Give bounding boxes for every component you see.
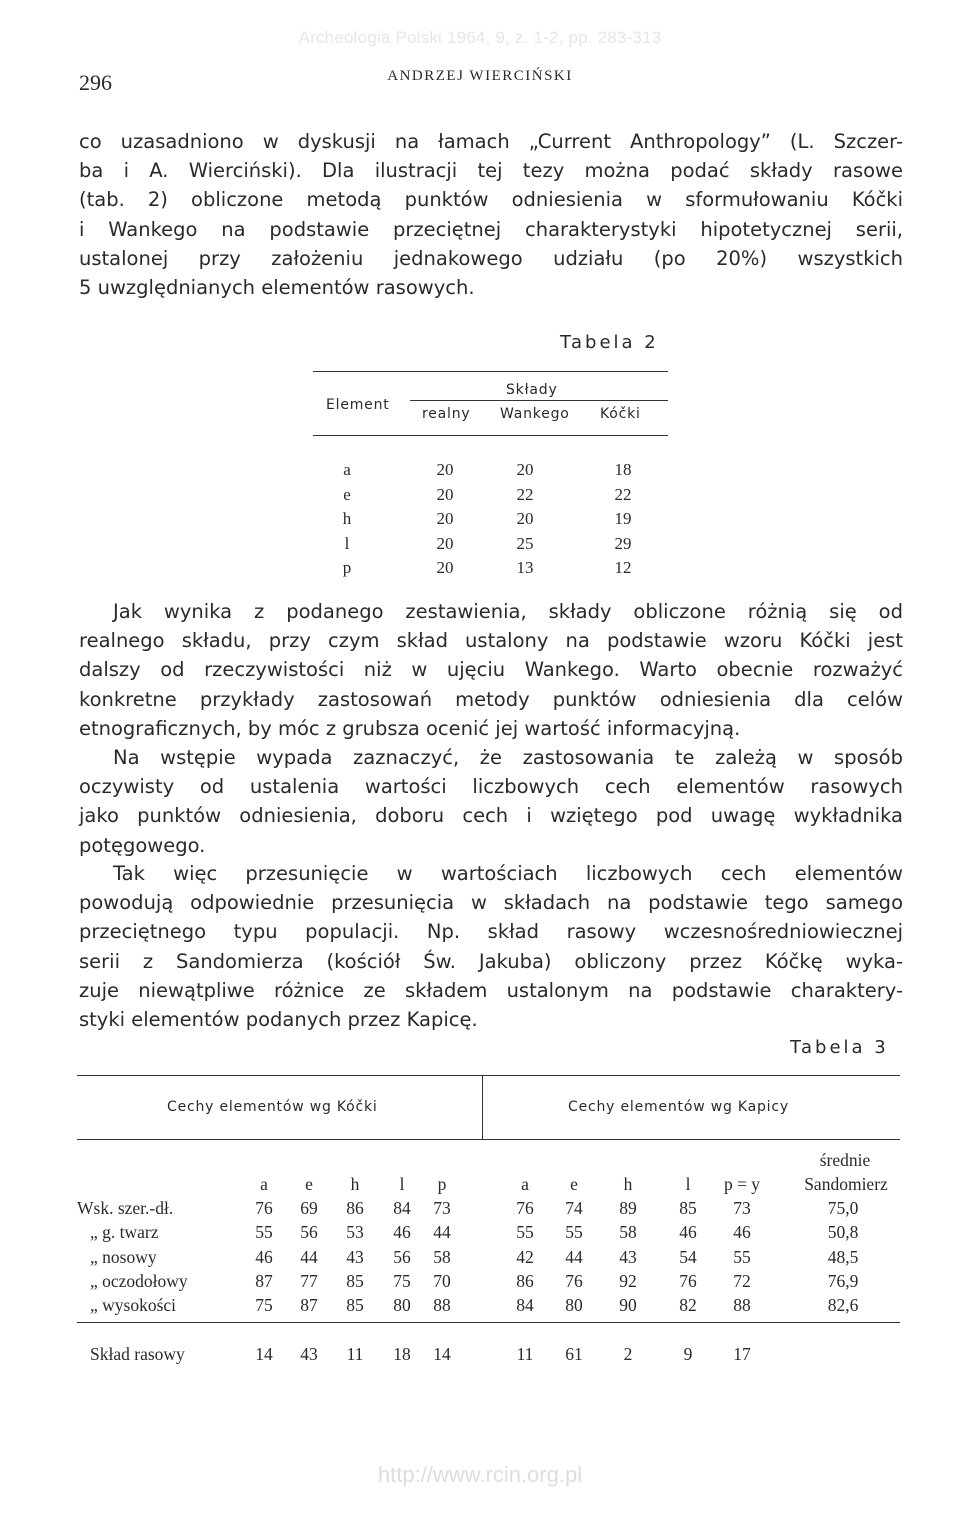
table-2-value-cell: 25 xyxy=(516,533,534,553)
table-3-summary-cell: 2 xyxy=(623,1344,633,1364)
table-3-value-cell: 82 xyxy=(679,1295,697,1316)
table-3-value-cell: 53 xyxy=(346,1222,364,1243)
table-3-summary-cell: 61 xyxy=(565,1344,583,1364)
table-3-value-cell: 77 xyxy=(300,1270,318,1291)
table-rule xyxy=(313,435,668,436)
table-vrule xyxy=(482,1075,483,1139)
text-line: dalszy od rzeczywistości niż w ujęciu Wankego. Warto obecnie rozważyć xyxy=(79,658,903,682)
table-rule xyxy=(313,371,668,372)
table-2-value-cell: 29 xyxy=(614,533,632,553)
table-2-value-cell: 19 xyxy=(614,509,632,529)
table-2-element-cell: a xyxy=(343,460,351,479)
table-3-summary-cell: 17 xyxy=(733,1344,751,1364)
table-3-summary-cell: 14 xyxy=(255,1344,273,1364)
table-3-extra-cell: 75,0 xyxy=(827,1198,859,1218)
table-rule xyxy=(410,400,668,401)
table-3-col-header: l xyxy=(685,1174,691,1194)
table-3-row-label: „ wysokości xyxy=(90,1295,177,1316)
table-3-col-header: e xyxy=(570,1174,578,1194)
text-line: etnograficznych, by móc z grubsza ocenić jej wartość informacyjną. xyxy=(79,716,741,740)
table-2-value-cell: 20 xyxy=(516,460,534,479)
table-2-element-cell: p xyxy=(342,558,352,578)
table-3-value-cell: 44 xyxy=(433,1222,451,1243)
table-3-value-cell: 46 xyxy=(679,1222,697,1243)
table-3-summary-cell: 11 xyxy=(516,1344,534,1364)
table-3-value-cell: 92 xyxy=(619,1270,637,1291)
table-2-value-cell: 18 xyxy=(614,460,632,479)
table-2-value-cell: 20 xyxy=(436,460,454,479)
text-line: ba i A. Wierciński). Dla ilustracji tej tezy można podać składy rasowe xyxy=(79,159,903,183)
table-3-value-cell: 54 xyxy=(679,1246,697,1267)
text-line: jako punktów odniesienia, doboru cech i wziętego pod uwagę wykładnika xyxy=(79,804,903,828)
table-3-value-cell: 55 xyxy=(733,1246,751,1267)
text-line: serii z Sandomierza (kościół Św. Jakuba) obliczony przez Kóčkę wyka- xyxy=(79,949,903,973)
table-2-value-cell: 22 xyxy=(614,484,632,504)
table-3-extra-cell: 82,6 xyxy=(827,1295,859,1316)
text-line: powodują odpowiednie przesunięcia w składach na podstawie tego samego xyxy=(79,891,903,915)
table-3-value-cell: 43 xyxy=(346,1246,364,1267)
table-2-value-cell: 13 xyxy=(516,558,534,578)
text-line: 5 uwzględnianych elementów rasowych. xyxy=(79,276,475,300)
paragraph-4 xyxy=(79,859,903,1034)
table-3-caption: Tabela 3 xyxy=(790,1037,889,1058)
table-3-value-cell: 87 xyxy=(255,1270,273,1291)
table-3-value-cell: 70 xyxy=(433,1270,451,1291)
table-2-subheader: Kóčki xyxy=(600,406,641,422)
table-3-value-cell: 76 xyxy=(679,1270,697,1291)
table-3-col-header: h xyxy=(623,1174,633,1194)
text-line: oczywisty od ustalenia wartości liczbowych cech elementów rasowych xyxy=(79,775,903,799)
table-rule xyxy=(77,1075,900,1076)
table-2-subheader: Wankego xyxy=(500,406,570,422)
text-line: styki elementów podanych przez Kapicę. xyxy=(79,1008,478,1032)
table-3-value-cell: 43 xyxy=(619,1246,637,1267)
text-line: zuje niewątpliwe różnice ze składem ustalonym na podstawie charaktery- xyxy=(79,978,903,1002)
table-3-value-cell: 76 xyxy=(516,1198,534,1218)
text-line: potęgowego. xyxy=(79,833,206,857)
text-line: Jak wynika z podanego zestawienia, składy obliczone różnią się od xyxy=(113,600,903,623)
text-line: ustalonej przy założeniu jednakowego udziału (po 20%) wszystkich xyxy=(79,246,903,270)
table-3-value-cell: 55 xyxy=(565,1222,583,1243)
table-3-col-header: a xyxy=(521,1174,529,1194)
table-3-value-cell: 76 xyxy=(255,1198,273,1218)
table-3-value-cell: 72 xyxy=(733,1270,751,1291)
table-2-value-cell: 20 xyxy=(436,484,454,504)
table-3-value-cell: 46 xyxy=(733,1222,751,1243)
text-line: Na wstępie wypada zaznaczyć, że zastosowania te zależą w sposób xyxy=(113,746,903,769)
text-line: realnego składu, przy czym skład ustalony na podstawie wzoru Kóčki jest xyxy=(79,629,903,653)
table-3-extra-cell: 76,9 xyxy=(827,1270,859,1291)
table-2-value-cell: 20 xyxy=(436,533,454,553)
table-3-value-cell: 56 xyxy=(393,1246,411,1267)
text-line: (tab. 2) obliczone metodą punktów odniesienia w sformułowaniu Kóčki xyxy=(79,188,903,212)
paragraph-2 xyxy=(79,597,903,743)
table-3-value-cell: 56 xyxy=(300,1222,318,1243)
table-2-caption: Tabela 2 xyxy=(560,332,659,353)
table-3-summary-cell: 14 xyxy=(433,1344,451,1364)
text-line: konkretne przykłady zastosowań metody punktów odniesienia dla celów xyxy=(79,687,903,711)
table-3-col-header: l xyxy=(399,1174,405,1194)
watermark-url: http://www.rcin.org.pl xyxy=(377,1462,583,1487)
table-3-group-left: Cechy elementów wg Kóčki xyxy=(167,1099,378,1115)
table-3-value-cell: 46 xyxy=(255,1246,273,1267)
table-2-element-cell: e xyxy=(343,484,351,504)
table-3-value-cell: 55 xyxy=(516,1222,534,1243)
table-3-col-header: h xyxy=(350,1174,360,1194)
page-number: 296 xyxy=(79,70,112,95)
text-line: co uzasadniono w dyskusji na łamach „Current Anthropology” (L. Szczer- xyxy=(79,130,903,153)
table-3-row-label: „ nosowy xyxy=(90,1246,157,1267)
table-3-summary-cell: 43 xyxy=(300,1344,318,1364)
table-3-value-cell: 90 xyxy=(619,1295,637,1316)
table-2-value-cell: 20 xyxy=(436,509,454,529)
running-head: ANDRZEJ WIERCIŃSKI xyxy=(387,68,573,84)
table-3-summary-cell: 11 xyxy=(346,1344,364,1364)
table-2-value-cell: 20 xyxy=(516,509,534,529)
table-3-value-cell: 89 xyxy=(619,1198,637,1218)
text-line: i Wankego na podstawie przeciętnej charakterystyki hipotetycznej serii, xyxy=(79,217,903,241)
table-3-extra-cell: 50,8 xyxy=(827,1222,859,1243)
table-3-col-header: p = y xyxy=(723,1174,761,1194)
table-3-summary-label: Skład rasowy xyxy=(90,1344,185,1364)
table-3-value-cell: 80 xyxy=(565,1295,583,1316)
table-3-value-cell: 85 xyxy=(346,1270,364,1291)
table-3-col-header: p xyxy=(437,1174,447,1194)
table-3-value-cell: 85 xyxy=(679,1198,697,1218)
table-3-col-header: e xyxy=(305,1174,313,1194)
table-3-value-cell: 84 xyxy=(393,1198,411,1218)
table-3-value-cell: 84 xyxy=(516,1295,534,1316)
table-3-value-cell: 55 xyxy=(255,1222,273,1243)
table-2-element-cell: l xyxy=(344,533,350,553)
table-3-group-right: Cechy elementów wg Kapicy xyxy=(568,1099,789,1115)
table-3-value-cell: 73 xyxy=(433,1198,451,1218)
table-2-element-header: Element xyxy=(326,397,390,413)
table-2-subheader: realny xyxy=(422,406,471,422)
table-3-value-cell: 69 xyxy=(300,1198,318,1218)
table-3-row-label: „ g. twarz xyxy=(90,1222,159,1243)
table-3-summary-cell: 9 xyxy=(683,1344,693,1364)
table-3-value-cell: 58 xyxy=(619,1222,637,1243)
table-2-element-cell: h xyxy=(342,509,352,529)
table-3-value-cell: 87 xyxy=(300,1295,318,1316)
watermark-source: Archeologia Polski 1964, 9, z. 1-2, pp. 283-313 xyxy=(298,28,662,47)
table-3-value-cell: 75 xyxy=(255,1295,273,1316)
table-3-row-label: „ oczodołowy xyxy=(90,1270,188,1291)
table-3-extra-header: Sandomierz xyxy=(804,1174,888,1194)
table-3-value-cell: 74 xyxy=(565,1198,583,1218)
table-3-value-cell: 88 xyxy=(433,1295,451,1316)
table-3-col-header: a xyxy=(260,1174,268,1194)
table-3-value-cell: 86 xyxy=(516,1270,534,1291)
table-3-extra-cell: 48,5 xyxy=(827,1246,859,1267)
paragraph-1 xyxy=(79,127,903,302)
table-2-value-cell: 12 xyxy=(614,558,632,578)
table-3-extra-header: średnie xyxy=(819,1150,871,1170)
table-2-value-cell: 20 xyxy=(436,558,454,578)
table-3-value-cell: 46 xyxy=(393,1222,411,1243)
table-3-value-cell: 86 xyxy=(346,1198,364,1218)
table-3-value-cell: 42 xyxy=(516,1246,534,1267)
table-3-value-cell: 75 xyxy=(393,1270,411,1291)
table-3-value-cell: 44 xyxy=(300,1246,318,1267)
table-2-value-cell: 22 xyxy=(516,484,534,504)
table-rule xyxy=(77,1139,900,1140)
table-3-value-cell: 44 xyxy=(565,1246,583,1267)
text-line: Tak więc przesunięcie w wartościach liczbowych cech elementów xyxy=(113,862,903,885)
table-3-value-cell: 73 xyxy=(733,1198,751,1218)
table-3-value-cell: 80 xyxy=(393,1295,411,1316)
paragraph-3 xyxy=(79,743,903,860)
table-3-summary-cell: 18 xyxy=(393,1344,411,1364)
table-rule xyxy=(77,1322,900,1323)
table-3-row-label: Wsk. szer.-dł. xyxy=(77,1198,174,1218)
table-3-value-cell: 76 xyxy=(565,1270,583,1291)
table-3-value-cell: 85 xyxy=(346,1295,364,1316)
text-line: przeciętnego typu populacji. Np. skład rasowy wczesnośredniowiecznej xyxy=(79,920,903,944)
table-3-value-cell: 88 xyxy=(733,1295,751,1316)
table-2-group-header: Składy xyxy=(506,382,558,398)
table-3-value-cell: 58 xyxy=(433,1246,451,1267)
